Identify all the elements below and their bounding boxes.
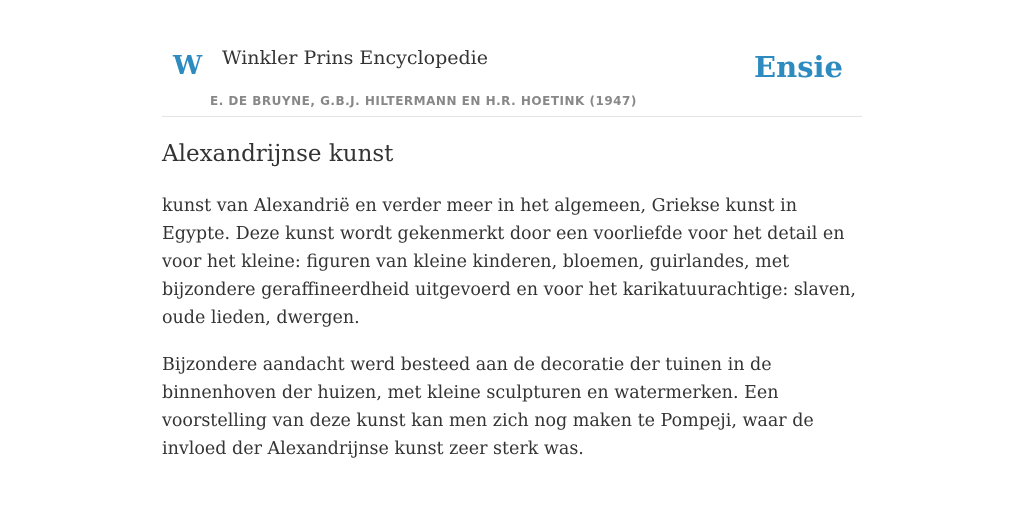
- source-title[interactable]: Winkler Prins Encyclopedie: [222, 47, 488, 69]
- article: [162, 138, 862, 463]
- article-paragraph: Bijzondere aandacht werd besteed aan de decoratie der tuinen in de binnenhoven der huizen, met kleine sculpturen en watermerken. Een voorstelling van deze kunst kan men zich nog maken te Pompeji, waar de invloed der Alexandrijnse kunst zeer sterk was.: [162, 355, 814, 459]
- article-paragraph: kunst van Alexandrië en verder meer in het algemeen, Griekse kunst in Egypte. Deze kunst wordt gekenmerkt door een voorliefde voor het detail en voor het kleine: figuren van kleine kinderen, bloemen, guirlandes, met bijzondere geraffineerdheid uitgevoerd en voor het karikatuurachtige: slaven, oude lieden, dwergen.: [162, 196, 856, 328]
- source-authors: E. DE BRUYNE, G.B.J. HILTERMANN EN H.R. HOETINK (1947): [210, 94, 637, 108]
- source-header: [162, 0, 862, 117]
- ensie-logo[interactable]: Ensie: [754, 50, 843, 84]
- winkler-prins-logo-icon[interactable]: W: [173, 51, 203, 81]
- article-title: Alexandrijnse kunst: [162, 141, 394, 167]
- article-body: [162, 192, 862, 463]
